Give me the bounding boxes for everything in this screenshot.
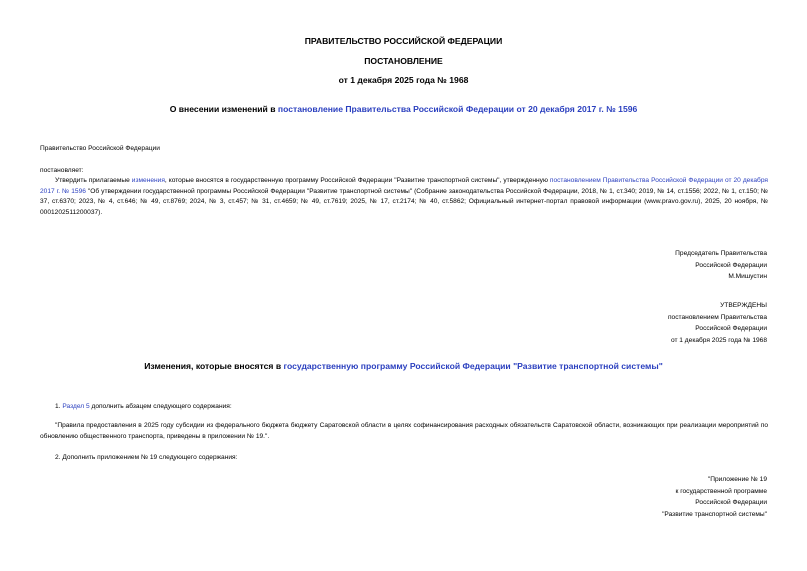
main-paragraph bbox=[40, 176, 768, 218]
document-date-number: от 1 декабря 2025 года № 1968 bbox=[338, 75, 469, 85]
paragraph-prefix: Утвердить прилагаемые bbox=[55, 177, 132, 184]
issuer: Правительство Российской Федерации bbox=[40, 145, 160, 152]
quoted-paragraph: "Правила предоставления в 2025 году субсидии из федерального бюджета бюджету Саратовской области в целях софинансирования расходных обязательств Саратовской области, возникающих при реализации мероприятий по обновлению общественного транспорта, приведены в приложении № 19.". bbox=[40, 422, 768, 440]
document-type: ПОСТАНОВЛЕНИЕ bbox=[364, 56, 443, 66]
change-item-2: 2. Дополнить приложением № 19 следующего содержания: bbox=[55, 454, 238, 461]
appendix-line-3: Российской Федерации bbox=[695, 499, 767, 507]
approval-line-2: постановлением Правительства bbox=[667, 313, 767, 321]
resolution-link[interactable]: постановлением Правительства Российской Федерации от 20 декабря 2017 г. № 1596 bbox=[40, 177, 768, 195]
signature-title-2: Российской Федерации bbox=[695, 261, 767, 269]
approval-block bbox=[668, 300, 767, 346]
decrees: постановляет: bbox=[40, 167, 84, 174]
approval-heading: УТВЕРЖДЕНЫ bbox=[720, 302, 767, 309]
government-heading: ПРАВИТЕЛЬСТВО РОССИЙСКОЙ ФЕДЕРАЦИИ bbox=[304, 36, 503, 46]
appendix-block bbox=[662, 474, 767, 520]
paragraph-suffix: "Об утверждении государственной программы Российской Федерации "Развитие транспортной системы" (Собрание законодательства Российской Федерации, 2018, № 1, ст.340; 2019, № 14, ст.1556; 2022, № 1, ст.150; № 37, ст.6370; 2023, № 4, ст.646; № 49, ст.8769; 2024, № 3, ст.457; № 31, ст.4659; № 49, ст.7619; 2025, № 17, ст.2174; № 40, ст.5862; Официальный интернет-портал правовой информации (www.pravo.gov.ru), 2025, 20 ноября, № 0001202511200037). bbox=[40, 187, 768, 216]
change-item-1 bbox=[55, 402, 232, 413]
appendix-line-1: "Приложение № 19 bbox=[707, 476, 767, 483]
title-link[interactable]: постановление Правительства Российской Федерации от 20 декабря 2017 г. № 1596 bbox=[277, 104, 638, 114]
item-1-text: дополнить абзацем следующего содержания: bbox=[89, 403, 232, 410]
paragraph-middle: , которые вносятся в государственную программу Российской Федерации "Развитие транспортной системы", утвержденную bbox=[164, 177, 550, 184]
appendix-line-2: к государственной программе bbox=[675, 487, 767, 495]
document-title bbox=[0, 104, 807, 114]
title-prefix: О внесении изменений в bbox=[169, 104, 278, 114]
approval-line-4: от 1 декабря 2025 года № 1968 bbox=[670, 336, 767, 344]
item-1-number: 1. bbox=[55, 403, 63, 410]
program-link[interactable]: государственную программу Российской Федерации "Развитие транспортной системы" bbox=[283, 361, 663, 371]
signature-name: М.Мишустин bbox=[728, 273, 767, 281]
section-5-link[interactable]: Раздел 5 bbox=[62, 403, 90, 410]
approval-line-3: Российской Федерации bbox=[695, 325, 767, 333]
signature-title: Председатель Правительства bbox=[675, 250, 767, 257]
appendix-line-4: "Развитие транспортной системы" bbox=[662, 510, 767, 518]
changes-title-prefix: Изменения, которые вносятся в bbox=[144, 361, 284, 371]
changes-title bbox=[0, 361, 807, 371]
signature-block bbox=[675, 248, 767, 283]
changes-link[interactable]: изменения bbox=[131, 177, 165, 184]
